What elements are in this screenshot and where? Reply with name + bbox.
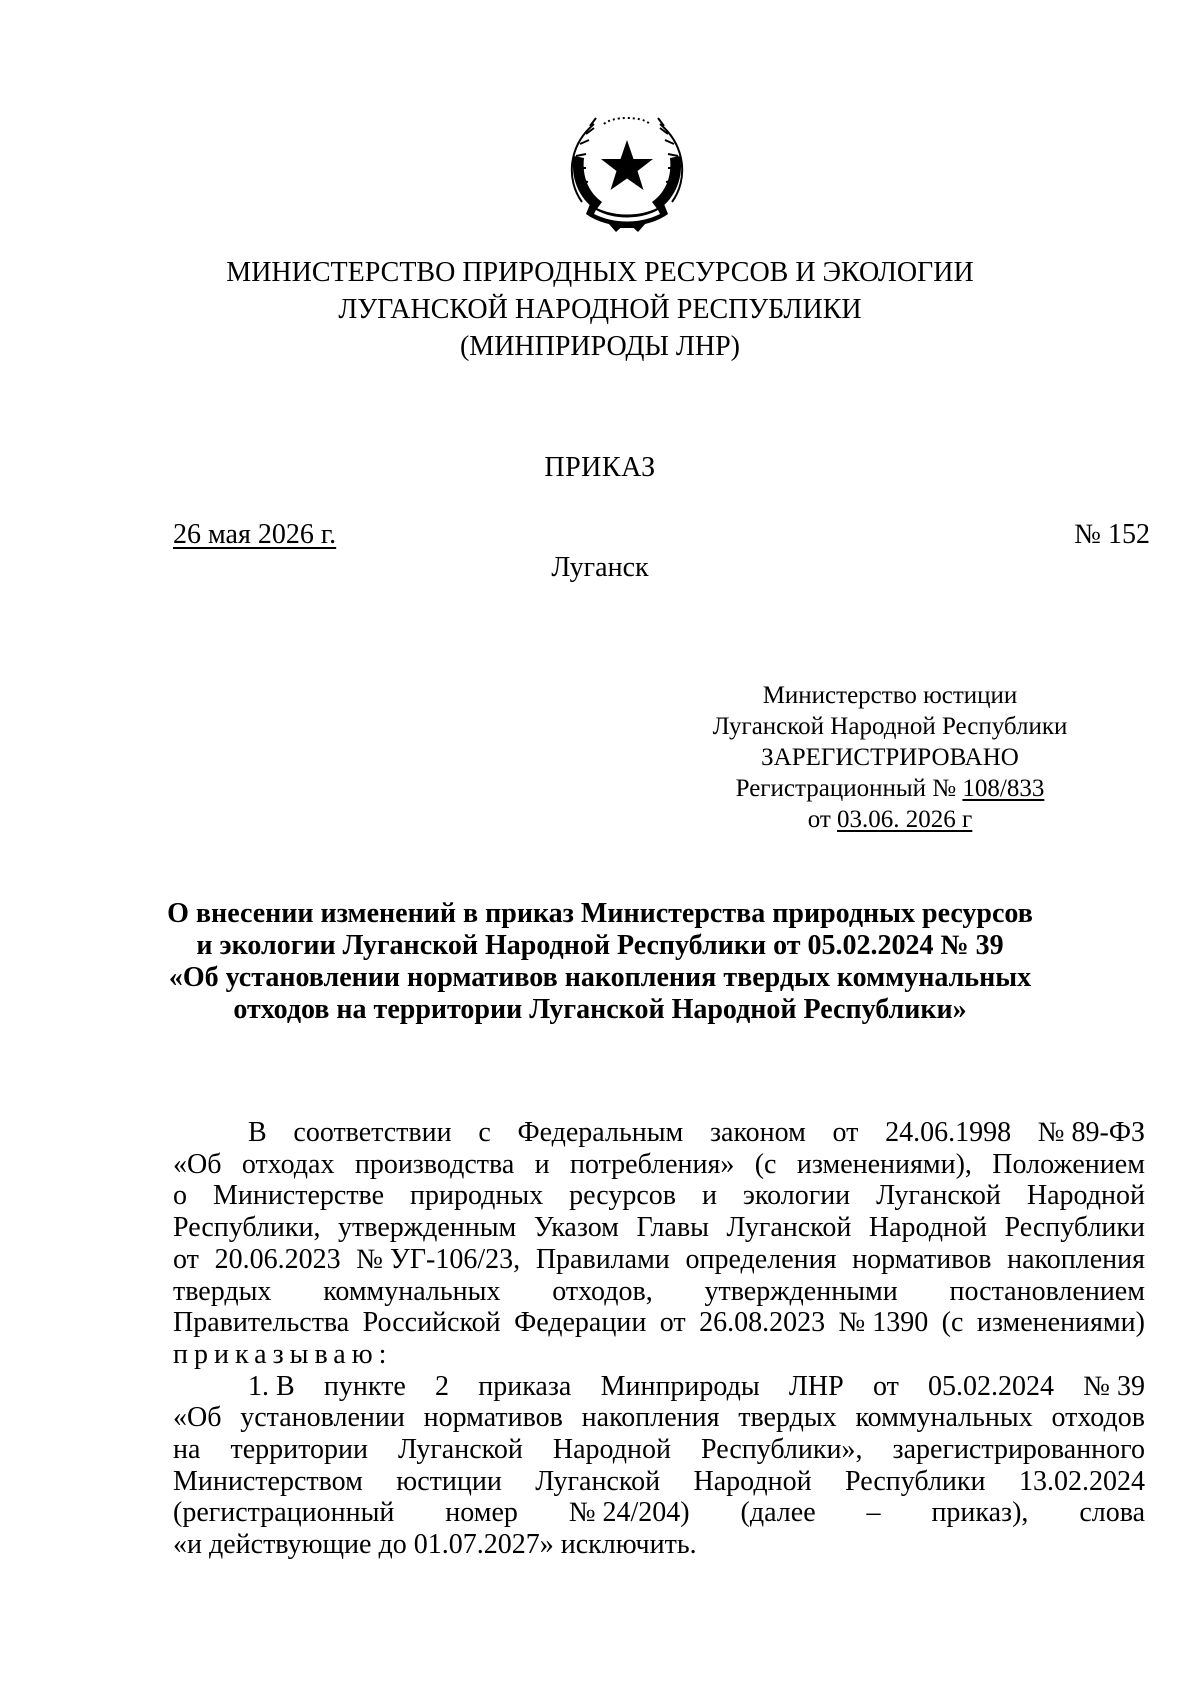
word: о: [173, 1180, 187, 1212]
word: Республики: [845, 1465, 986, 1497]
word: ресурсов: [569, 1180, 677, 1212]
word: Народной: [1026, 1180, 1145, 1212]
heading-line-2: и экологии Луганской Народной Республики от 05.02.2024 № 39: [196, 930, 1004, 961]
word: Народной: [552, 1434, 671, 1466]
order-date: 26 мая 2026 г.: [173, 519, 337, 550]
word: и: [534, 1148, 550, 1180]
word: В: [248, 1117, 267, 1148]
word: накопления: [1007, 1243, 1145, 1275]
document-heading: [140, 898, 1060, 1026]
order-title: ПРИКАЗ: [544, 452, 656, 483]
word: постановлением: [949, 1275, 1145, 1307]
word: с: [478, 1117, 491, 1148]
directive-word: приказываю:: [173, 1338, 393, 1370]
word: нормативов: [852, 1243, 992, 1275]
text-line: [173, 1434, 1145, 1466]
ministry-name-line-3: (МИНПРИРОДЫ ЛНР): [459, 331, 741, 362]
word: Правилами: [535, 1243, 670, 1275]
text-line: [173, 1117, 1145, 1149]
word: (далее: [740, 1497, 816, 1529]
word: слова: [1079, 1497, 1145, 1529]
word: от: [872, 1370, 899, 1402]
word: «Об: [173, 1148, 222, 1180]
word: ЛНР: [788, 1370, 844, 1402]
word: отходах: [241, 1148, 335, 1180]
word: Республики: [1004, 1212, 1145, 1244]
word: Федерации: [514, 1307, 647, 1339]
word: твердых: [738, 1402, 837, 1434]
word: установлении: [240, 1402, 405, 1434]
coat-of-arms-emblem: [560, 106, 694, 236]
word: № 89-ФЗ: [1037, 1117, 1145, 1148]
word: Министерстве: [212, 1180, 385, 1212]
registration-number-line: [690, 773, 1090, 804]
word: отходов,: [552, 1275, 653, 1307]
word: (с: [941, 1307, 964, 1339]
registration-stamp: [690, 680, 1090, 835]
preamble-paragraph: [173, 1117, 1145, 1339]
word: нормативов: [423, 1402, 563, 1434]
word: Народной: [693, 1465, 812, 1497]
word: изменениями): [976, 1307, 1145, 1339]
word: отходов: [1051, 1402, 1145, 1434]
ministry-name-block: [0, 254, 1200, 365]
word: 24.06.1998: [885, 1117, 1012, 1148]
word: Луганской: [535, 1465, 661, 1497]
word: соответствии: [293, 1117, 452, 1148]
ministry-name-line-2: ЛУГАНСКОЙ НАРОДНОЙ РЕСПУБЛИКИ: [338, 294, 862, 325]
heading-line-3: «Об установлении нормативов накопления твердых коммунальных: [168, 962, 1032, 993]
clause-1-last-line: «и действующие до 01.07.2027» исключить.: [173, 1529, 697, 1561]
registration-date-prefix: от: [807, 806, 831, 833]
text-line: [173, 1212, 1145, 1244]
text-line: [173, 1307, 1145, 1339]
order-city: Луганск: [551, 552, 649, 583]
word: изменениями),: [796, 1148, 972, 1180]
text-line: [173, 1180, 1145, 1212]
word: Указом: [533, 1212, 619, 1244]
word: Республики»,: [701, 1434, 863, 1466]
word: территории: [230, 1434, 368, 1466]
word: определения: [685, 1243, 837, 1275]
word: и: [701, 1180, 717, 1212]
word: потребления»: [569, 1148, 735, 1180]
word: Народной: [868, 1212, 987, 1244]
word: от: [659, 1307, 686, 1339]
registration-number-prefix: Регистрационный №: [735, 775, 957, 802]
word: Правительства: [173, 1307, 350, 1339]
word: Положением: [992, 1148, 1145, 1180]
word: 1. В: [248, 1370, 295, 1402]
word: приказ),: [931, 1497, 1029, 1529]
text-line: [173, 1244, 1145, 1276]
text-line: [173, 1371, 1145, 1403]
word: приказа: [478, 1370, 572, 1402]
registration-line-1: Министерство юстиции: [762, 682, 1018, 709]
order-number: № 152: [1074, 519, 1150, 550]
word: юстиции: [396, 1465, 502, 1497]
text-line: [173, 1497, 1145, 1529]
word: Главы: [636, 1212, 709, 1244]
word: № 39: [1083, 1370, 1145, 1402]
word: от: [173, 1243, 199, 1275]
word: (регистрационный: [173, 1497, 395, 1529]
word: (с: [754, 1148, 777, 1180]
word: Республики,: [173, 1212, 321, 1244]
word: № 24/204): [568, 1497, 690, 1529]
word: номер: [445, 1497, 518, 1529]
word: 13.02.2024: [1018, 1465, 1145, 1497]
word: коммунальных: [855, 1402, 1033, 1434]
word: экологии: [742, 1180, 851, 1212]
heading-line-1: О внесении изменений в приказ Министерства природных ресурсов: [167, 898, 1033, 929]
word: коммунальных: [323, 1275, 501, 1307]
word: Федеральным: [517, 1117, 684, 1148]
word: производства: [354, 1148, 515, 1180]
word: твердых: [173, 1275, 272, 1307]
word: 05.02.2024: [928, 1370, 1055, 1402]
registration-line-3: ЗАРЕГИСТРИРОВАНО: [761, 744, 1019, 771]
document-body: [173, 1117, 1145, 1561]
heading-line-4: отходов на территории Луганской Народной Республики»: [233, 994, 967, 1025]
word: природных: [410, 1180, 544, 1212]
word: Министерством: [173, 1465, 363, 1497]
ministry-name-line-1: МИНИСТЕРСТВО ПРИРОДНЫХ РЕСУРСОВ И ЭКОЛОГИИ: [226, 257, 974, 288]
word: 20.06.2023: [214, 1243, 341, 1275]
registration-number: 108/833: [962, 775, 1045, 802]
word: № 1390: [838, 1307, 929, 1339]
registration-line-2: Луганской Народной Республики: [712, 713, 1068, 740]
word: на: [173, 1434, 201, 1466]
word: Луганской: [726, 1212, 852, 1244]
text-line: [173, 1402, 1145, 1434]
word: «Об: [173, 1402, 222, 1434]
word: пункте: [323, 1370, 406, 1402]
text-line: [173, 1149, 1145, 1181]
word: № УГ-106/23,: [356, 1243, 521, 1275]
word: от: [832, 1117, 859, 1148]
word: Луганской: [398, 1434, 523, 1466]
word: Луганской: [876, 1180, 1001, 1212]
word: утвержденным: [338, 1212, 517, 1244]
word: законом: [709, 1117, 806, 1148]
registration-date: 03.06. 2026 г: [837, 806, 973, 833]
word: 2: [435, 1370, 450, 1402]
word: Минприроды: [600, 1370, 760, 1402]
word: Российской: [362, 1307, 501, 1339]
word: зарегистрированного: [892, 1434, 1145, 1466]
clause-1-paragraph: [173, 1371, 1145, 1530]
word: накопления: [581, 1402, 720, 1434]
word: утвержденными: [704, 1275, 898, 1307]
registration-date-line: [690, 804, 1090, 835]
text-line: [173, 1466, 1145, 1498]
text-line: [173, 1276, 1145, 1308]
word: 26.08.2023: [699, 1307, 826, 1339]
word: –: [866, 1497, 881, 1529]
